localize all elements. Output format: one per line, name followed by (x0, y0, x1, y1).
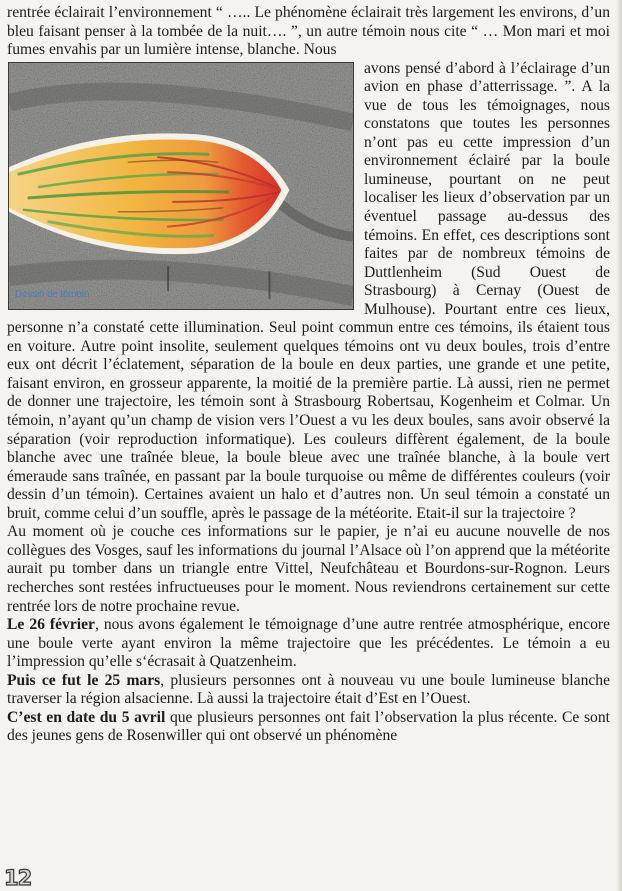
date-lead-february: Le 26 février (7, 616, 95, 634)
article-body (7, 4, 610, 746)
intro-text: rentrée éclairait l’environnement “ ….. Le phénomène éclairait très largement les environs, d’un bleu faisant penser à la tombée de la nuit…. ”, un autre témoin nous cite “ … Mon mari et moi fumes envahis par un lumière intense, blanche. Nous (7, 4, 610, 59)
scan-edge-shadow (616, 0, 622, 891)
paragraph-april-text: que plusieurs personnes ont fait l’observation la plus récente. Ce sont des jeunes gens de Rosenwiller qui ont observé un phénomène (7, 708, 610, 745)
paragraph-february (7, 616, 610, 672)
figure-caption: Dessin de témoin (15, 289, 90, 301)
paragraph-march (7, 672, 610, 709)
main-paragraph: avons pensé d’abord à l’éclairage d’un avion en phase d’atterrissage. ”. A la vue de tous les témoignages, nous constatons que toutes les personnes n’ont pas eu cette impression d’un environnement éclairé par la boule lumineuse, pourtant on ne peut localiser les lieux d’observation par un éventuel passage au-dessus des témoins. En effet, ces descriptions sont faites par de nombreux témoins de Duttlenheim (Sud Ouest de Strasbourg) à Cernay (Ouest de Mulhouse). Pourtant entre ces lieux, personne n’a constaté cette illumination. Seul point commun entre ces témoins, ils étaient tous en voiture. Autre point insolite, seulement quelques témoins ont vu deux boules, trois d’entre eux ont décrit l’éclatement, séparation de la boule en deux parties, une grande et une petite, faisant environ, en grosseur apparente, la moitié de la première partie. Là aussi, rien ne permet de donner une trajectoire, les témoin sont à Strasbourg Robertsau, Kogenheim et Colmar. Un témoin, n’ayant qu’un champ de vision vers l’Ouest a vu les deux boules, sans avoir observé la séparation (voir reproduction informatique). Les couleurs diffèrent également, de la boule blanche avec une traînée bleue, la boule bleue avec une traînée blanche, à la boule vert émeraude sans traînée, en passant par la boule turquoise ou même de différentes couleurs (voir dessin d’un témoin). Certaines avaient un halo et d’autres non. Un seul témoin a constaté un bruit, comme celui d’un souffle, après le passage de la météorite. Etait-il sur la trajectoire ? (7, 59, 610, 522)
witness-drawing-figure (8, 62, 354, 310)
page-number: 12 (4, 866, 32, 890)
paragraph-vosges: Au moment où je couche ces informations sur le papier, je n’ai eu aucune nouvelle de nos collègues des Vosges, sauf les informations du journal l’Alsace où l’on apprend que la météorite aurait pu tomber dans un triangle entre Vittel, Neufchâteau et Bourdons-sur-Rognon. Leurs recherches sont restées infructueuses pour le moment. Nous reviendrons certainement sur cette rentrée lors de notre prochaine revue. (7, 523, 610, 615)
fireball-drawing (9, 63, 353, 309)
date-lead-april: C’est en date du 5 avril (7, 708, 166, 726)
paragraph-march-text: , plusieurs personnes ont à nouveau vu une boule lumineuse blanche traverser la région alsacienne. Là aussi la trajectoire était d’Est en l’Ouest. (7, 671, 611, 708)
paragraph-april (7, 709, 610, 746)
paragraph-february-text: , nous avons également le témoignage d’une autre rentrée atmosphérique, encore une boule verte ayant environ la même trajectoire que les précédentes. Le témoin a eu l’impression qu’elle s‘écrasait à Quatzenheim. (7, 616, 610, 671)
date-lead-march: Puis ce fut le 25 mars (7, 671, 161, 689)
